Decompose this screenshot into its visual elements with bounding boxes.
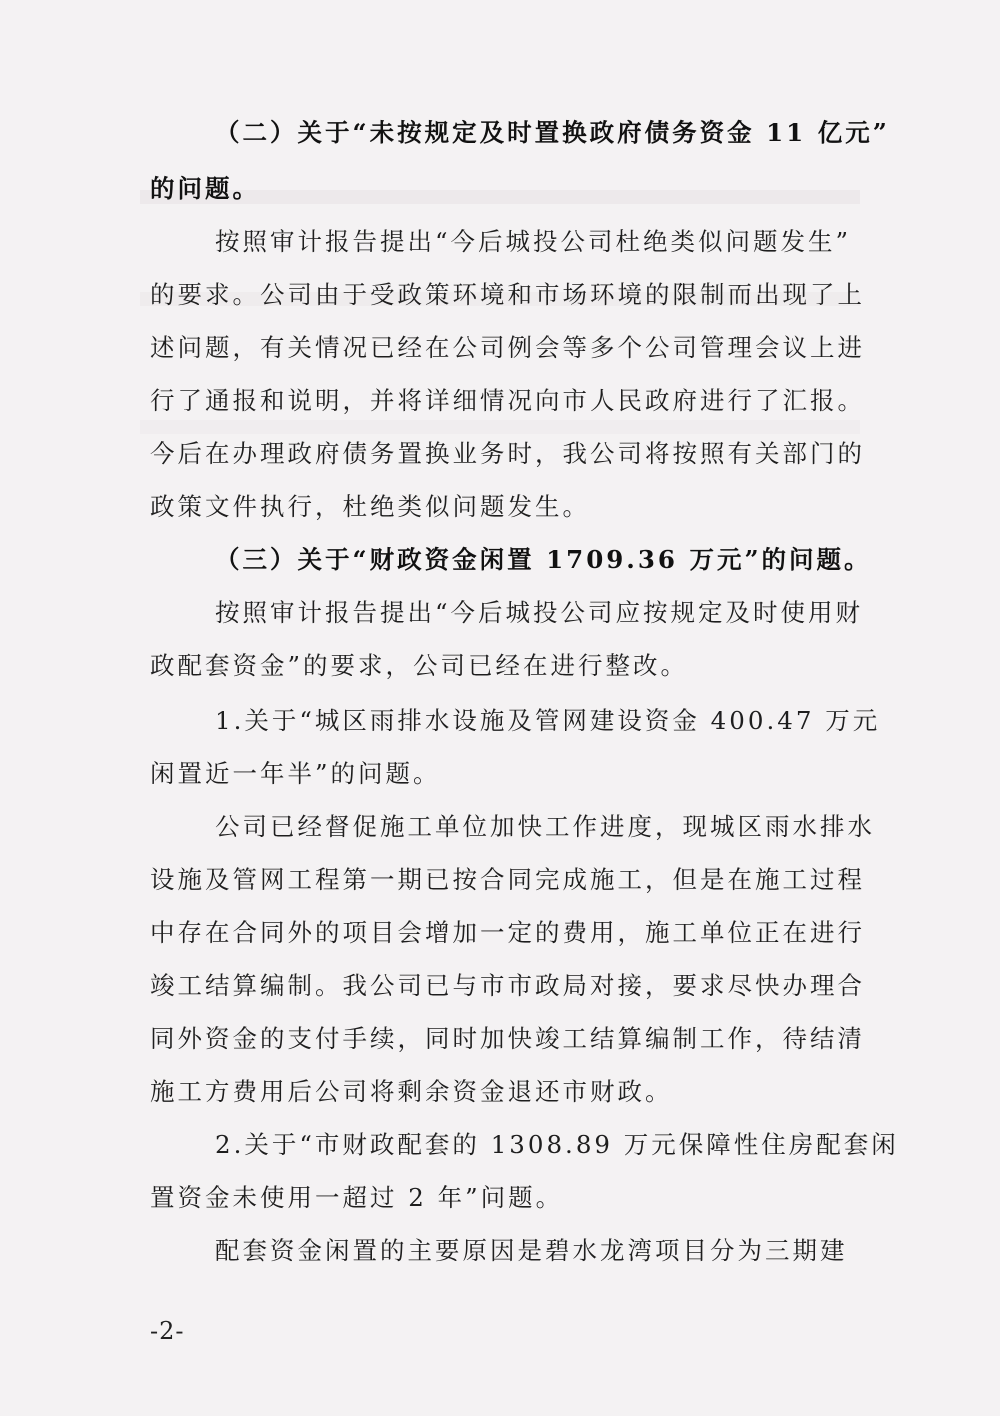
paragraph-line: 公司已经督促施工单位加快工作进度，现城区雨水排水: [215, 812, 875, 841]
paragraph-line: 政策文件执行，杜绝类似问题发生。: [150, 492, 590, 521]
subitem-heading-2: 2.关于“市财政配套的 1308.89 万元保障性住房配套闲: [215, 1130, 899, 1159]
paragraph-line: 同外资金的支付手续，同时加快竣工结算编制工作，待结清: [150, 1024, 865, 1053]
section-heading-2: （二）关于“未按规定及时置换政府债务资金 11 亿元”: [215, 118, 890, 147]
page-number: -2-: [150, 1317, 185, 1345]
paragraph-line: 述问题，有关情况已经在公司例会等多个公司管理会议上进: [150, 333, 865, 362]
paragraph-line: 行了通报和说明，并将详细情况向市人民政府进行了汇报。: [150, 386, 865, 415]
paragraph-line: 中存在合同外的项目会增加一定的费用，施工单位正在进行: [150, 918, 865, 947]
subitem-heading-1: 1.关于“城区雨排水设施及管网建设资金 400.47 万元: [215, 706, 881, 735]
paragraph-line: 政配套资金”的要求，公司已经在进行整改。: [150, 651, 689, 680]
paragraph-line: 施工方费用后公司将剩余资金退还市财政。: [150, 1077, 673, 1106]
section-heading-2-cont: 的问题。: [150, 174, 260, 203]
paragraph-line: 今后在办理政府债务置换业务时，我公司将按照有关部门的: [150, 439, 865, 468]
paragraph-line: 设施及管网工程第一期已按合同完成施工，但是在施工过程: [150, 865, 865, 894]
subitem-heading-1-cont: 闲置近一年半”的问题。: [150, 759, 441, 788]
paragraph-line: 配套资金闲置的主要原因是碧水龙湾项目分为三期建: [215, 1236, 848, 1265]
paragraph-line: 竣工结算编制。我公司已与市市政局对接，要求尽快办理合: [150, 971, 865, 1000]
section-heading-3: （三）关于“财政资金闲置 1709.36 万元”的问题。: [215, 545, 872, 574]
paragraph-line: 按照审计报告提出“今后城投公司杜绝类似问题发生”: [215, 227, 852, 256]
paragraph-line: 的要求。公司由于受政策环境和市场环境的限制而出现了上: [150, 280, 865, 309]
paragraph-line: 按照审计报告提出“今后城投公司应按规定及时使用财: [215, 598, 864, 627]
subitem-heading-2-cont: 置资金未使用一超过 2 年”问题。: [150, 1183, 564, 1212]
